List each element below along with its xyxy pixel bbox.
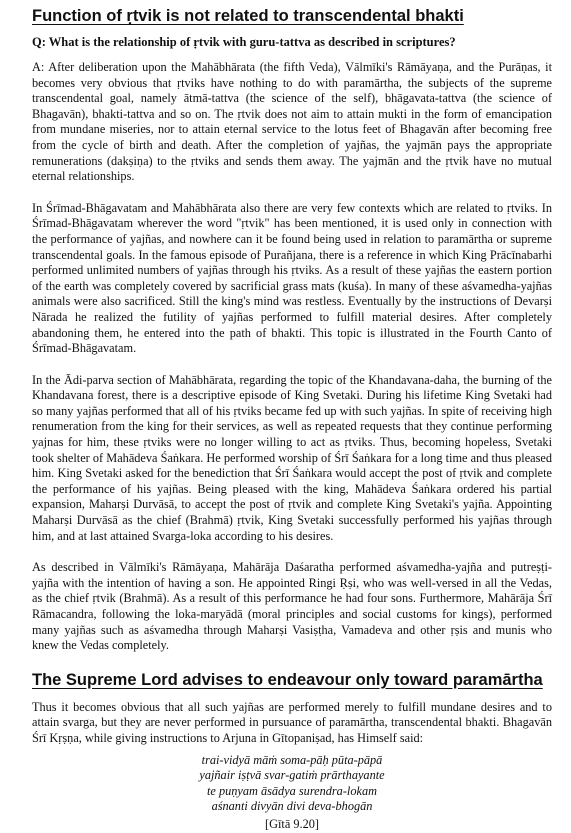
verse-reference: [Gītā 9.20] [265,816,319,831]
bhagavatam-paragraph: In Śrīmad-Bhāgavatam and Mahābhārata also there are very few contexts which are related to ṛtviks. In Śrīmad-Bhāgavatam wherever the word "ṛtvik" has been mentioned, it is used only in connection with the performance of yajñas, and nowhere can it be found being used in relation to paramārtha or supreme transcendental goals. In the famous episode of Purañjana, there is a reference in which King Prācīnabarhi performed unlimited numbers of yajñas through his ṛtviks. As a result of these yajñas the eastern portion of the earth was completely covered by sacrificial grass mats (kuśa). In many of these aśvamedha-yajñas animals were also sacrificed. Still the king's mind was restless. Eventually by the instructions of Devarṣi Nārada he realized the futility of yajñas performed to fulfill material desires. After completely abandoning them, he entered into the path of bhakti. This topic is illustrated in the Fourth Canto of Śrīmad-Bhāgavatam. [32,200,552,356]
closing-paragraph: Thus it becomes obvious that all such yajñas are performed merely to fulfill mundane desires and to attain svarga, but they are never performed in pursuance of paramārtha, transcendental bhakti. Bhagavān Śrī Kṛṣṇa, while giving instructions to Arjuna in Gītopaniṣad, has Himself said: [32,699,552,745]
question: Q: What is the relationship of ṛtvik with guru-tattva as described in scriptures? [32,35,456,49]
section-heading: Function of ṛtvik is not related to transcendental bhakti [32,7,464,25]
sanskrit-verse [32,753,552,833]
ramayana-paragraph: As described in Vālmīki's Rāmāyaṇa, Mahārāja Daśaratha performed aśvamedha-yajña and putreṣṭi-yajña with the intention of having a son. He appointed Ringi Ṛṣi, who was well-versed in all the Vedas, as the chief ṛtvik (Brahmā). As a result of this performance he had four sons. Furthermore, Mahārāja Śrī Rāmacandra, following the loka-maryādā (moral principles and social customs for kings), performed many yajñas such as aśvamedha through Maharṣi Vasiṣṭha, Vamadeva and other ṛṣis and munis who knew the Vedas completely. [32,560,552,653]
document-page [32,6,552,833]
verse-line: yajñair iṣṭvā svar-gatiṁ prārthayante [199,768,385,783]
verse-line: te puṇyam āsādya surendra-lokam [207,783,377,798]
mahabharata-paragraph: In the Ādi-parva section of Mahābhārata, regarding the topic of the Khandavana-daha, the burning of the Khandavana forest, there is a descriptive episode of King Svetaki. During his lifetime King Svetaki had so many yajñas performed that all of his ṛtviks became fed up with such yajñas. In spite of receiving high renumeration from the king for their services, as well as repeated requests that they continue performing yajnas for him, these ṛtviks were no longer willing to act as ṛtviks. Thus, becoming hopeless, Svetaki took shelter of Mahādeva Śaṅkara. He performed worship of Śrī Śaṅkara for a long time and thus pleased him. King Svetaki asked for the benediction that Śrī Śaṅkara would accept the post of ṛtvik and complete the performance of his yajñas. Being pleased with the king, Mahādeva Śaṅkara ordered his partial expansion, Maharṣi Durvāsā, to accept the post of ṛtvik and complete King Svetaki's yajña. Appointing Maharṣi Durvāsā as the chief (Brahmā) ṛtvik, King Svetaki successfully performed his yajñas through him, and at last attained Svarga-loka according to his desires. [32,372,552,543]
verse-line: aśnanti divyān divi deva-bhogān [211,799,373,814]
answer-paragraph: A: After deliberation upon the Mahābhārata (the fifth Veda), Vālmīki's Rāmāyaṇa, and the Purāṇas, it becomes very obvious that ṛtviks have nothing to do with paramārtha, the subjects of the supreme transcendental goal, namely ātmā-tattva (the science of the self), bhāgavata-tattva (the science of Bhagavān), bhakti-tattva and so on. The ṛtvik does not aim to attain mukti in the form of emancipation from mundane miseries, nor to attain eternal service to the lotus feet of Bhagavān after becoming free from the cycle of birth and death. After the completion of yajñas, the yajmān pays the appropriate remunerations (dakṣiṇa) to the ṛtviks and sends them away. The yajmān and the ṛtvik have no mutual eternal relationships. [32,60,552,184]
verse-line: trai-vidyā māṁ soma-pāḥ pūta-pāpā [201,752,383,767]
section-heading-2: The Supreme Lord advises to endeavour only toward paramārtha [32,670,543,689]
